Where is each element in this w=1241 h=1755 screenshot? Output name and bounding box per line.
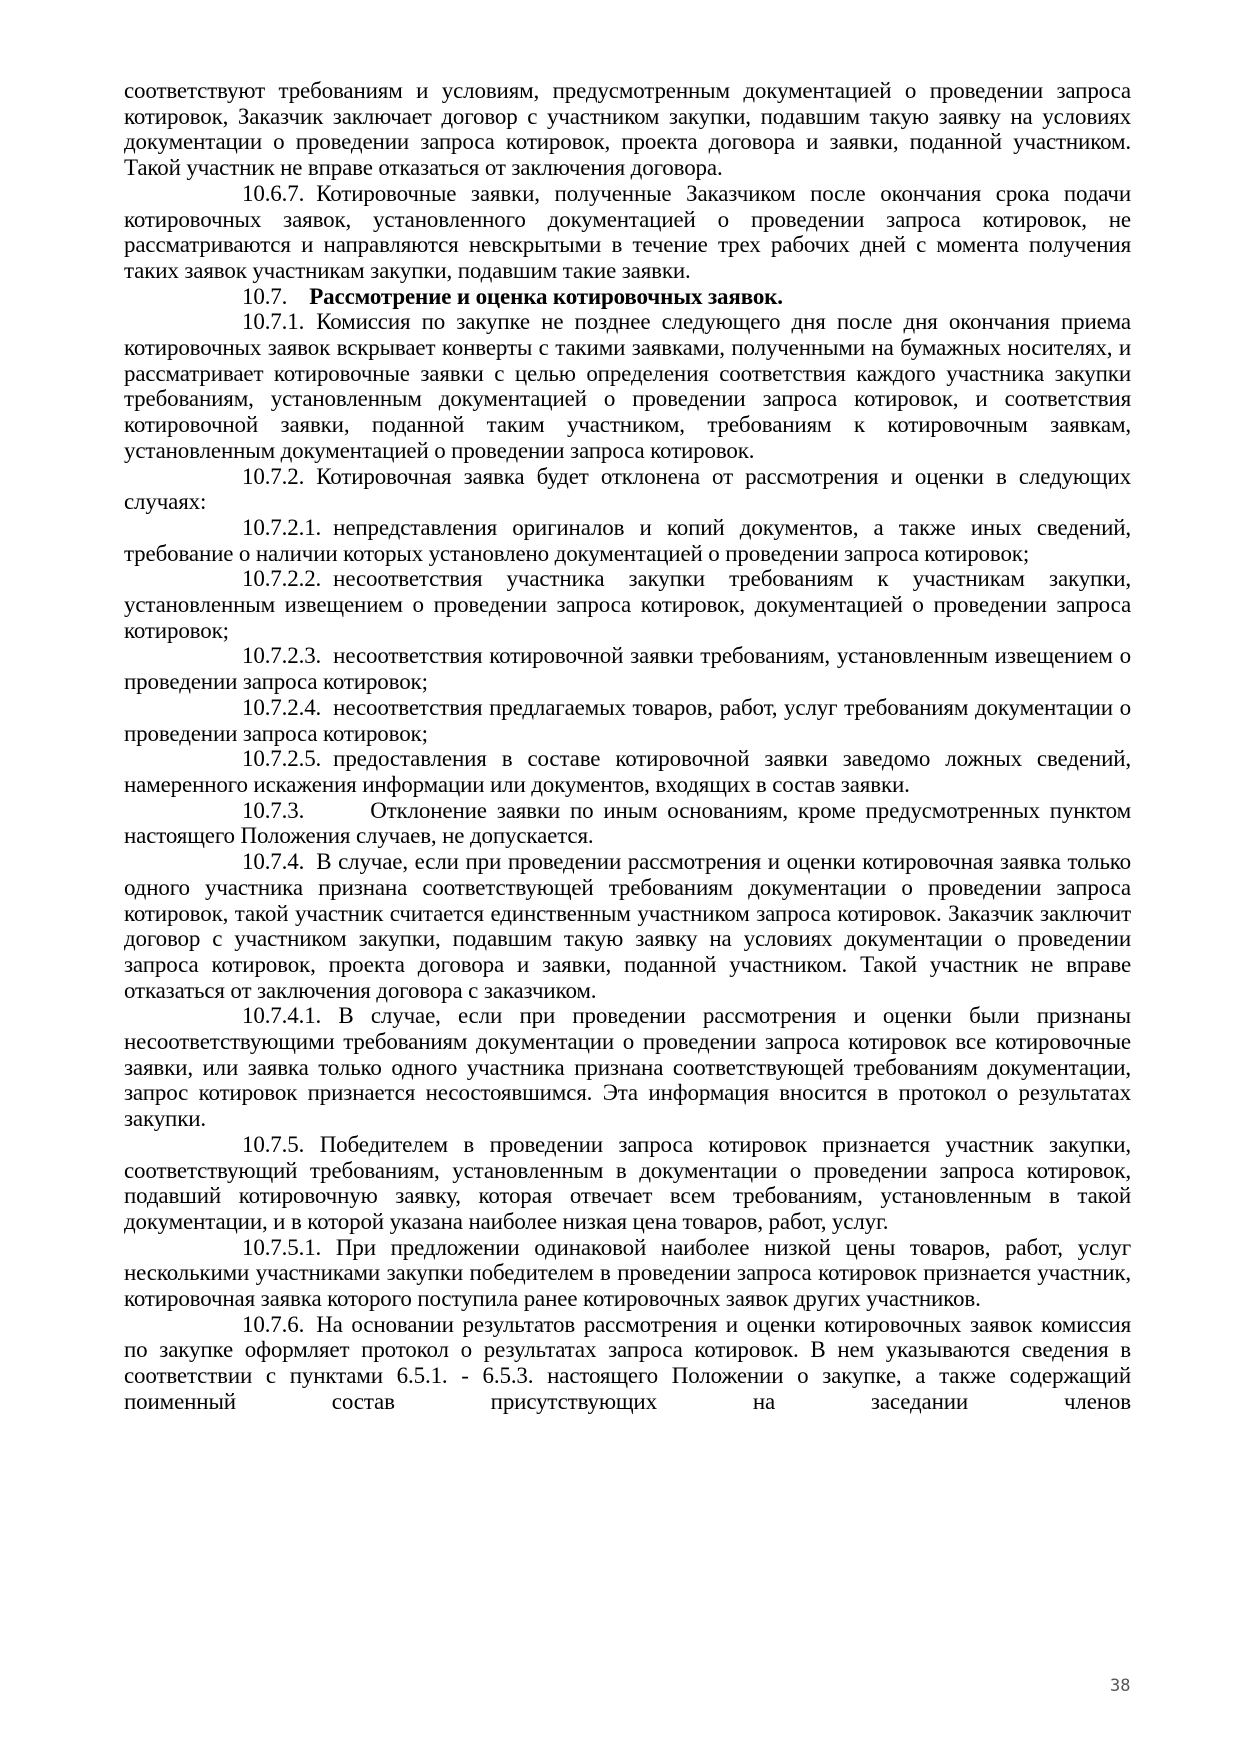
clause-number: 10.7.2.3. — [242, 643, 322, 669]
paragraph-10-7-2-3 — [124, 643, 1131, 694]
paragraph-10-7-5 — [124, 1132, 1131, 1235]
clause-number: 10.7.2.1. — [242, 514, 322, 540]
paragraph-text: предоставления в составе котировочной заявки заведомо ложных сведений, намеренного искажения информации или документов, входящих в состав заявки. — [124, 746, 1131, 797]
clause-number: 10.7.4. — [242, 849, 305, 875]
paragraph-10-7-2-4 — [124, 695, 1131, 746]
paragraph-text: На основании результатов рассмотрения и оценки котировочных заявок комиссия по закупке оформляет протокол о результатах запроса котировок. В нем указываются сведения в соответствии с пунктами 6.5.1. - 6.5.3. настоящего Положении о закупке, а также содержащий поименный состав присутствующих на заседании членов — [124, 1311, 1131, 1414]
paragraph-text: несоответствия участника закупки требованиям к участникам закупки, установленным извещением о проведении запроса котировок, документацией о проведении запроса котировок; — [124, 566, 1131, 643]
paragraph-text: В случае, если при проведении рассмотрения и оценки котировочная заявка только одного участника признана соответствующей требованиям документации о проведении запроса котировок, такой участник считается единственным участником запроса котировок. Заказчик заключит договор с участником закупки, подавшим такую заявку на условиях документации о проведении запроса котировок, проекта договора и заявки, поданной участником. Такой участник не вправе отказаться от заключения договора с заказчиком. — [124, 849, 1131, 1003]
clause-number: 10.7.1. — [242, 309, 305, 335]
paragraph-10-7-4 — [124, 849, 1131, 1003]
paragraph-text: несоответствия котировочной заявки требованиям, установленным извещением о проведении запроса котировок; — [124, 643, 1131, 695]
paragraph-10-7-4-1 — [124, 1003, 1131, 1132]
clause-number: 10.7.2.4. — [242, 694, 322, 720]
clause-number: 10.7.2. — [242, 463, 305, 489]
clause-number: 10.7.4.1. — [242, 1003, 322, 1029]
paragraph-text: несоответствия предлагаемых товаров, работ, услуг требованиям документации о проведении запроса котировок; — [124, 694, 1131, 746]
paragraph-10-7-2-1 — [124, 515, 1131, 566]
paragraph-text: непредставления оригиналов и копий документов, а также иных сведений, требование о наличии которых установлено документацией о проведении запроса котировок; — [124, 514, 1131, 566]
paragraph-text: При предложении одинаковой наиболее низкой цены товаров, работ, услуг несколькими участниками закупки победителем в проведении запроса котировок признается участник, котировочная заявка которого поступила ранее котировочных заявок других участников. — [124, 1234, 1131, 1312]
paragraph-text: Победителем в проведении запроса котировок признается участник закупки, соответствующий требованиям, установленным в документации о проведении запроса котировок, подавший котировочную заявку, которая отвечает всем требованиям, установленным в такой документации, и в которой указана наиболее низкая цена товаров, работ, услуг. — [124, 1131, 1132, 1234]
section-heading-10-7 — [124, 284, 1131, 310]
clause-number: 10.7.6. — [242, 1311, 305, 1337]
clause-number: 10.7.5. — [242, 1131, 305, 1157]
page-number: 38 — [1110, 1676, 1131, 1696]
section-title: Рассмотрение и оценка котировочных заявок. — [309, 283, 783, 309]
clause-number: 10.7. — [242, 283, 288, 309]
paragraph-10-7-6 — [124, 1312, 1131, 1415]
clause-number: 10.7.2.5. — [242, 746, 322, 772]
paragraph-10-7-3 — [124, 798, 1131, 849]
paragraph-text: Комиссия по закупке не позднее следующего дня после дня окончания приема котировочных заявок вскрывает конверты с такими заявками, полученными на бумажных носителях, и рассматривает котировочные заявки с целью определения соответствия каждого участника закупки требованиям, установленным документацией о проведении запроса котировок, и соответствия котировочной заявки, поданной таким участником, требованиям к котировочным заявкам, установленным документацией о проведении запроса котировок. — [124, 309, 1131, 463]
paragraph-text: соответствуют требованиям и условиям, предусмотренным документацией о проведении запроса котировок, Заказчик заключает договор с участником закупки, подавшим такую заявку на условиях документации о проведении запроса котировок, проекта договора и заявки, поданной участником. Такой участник не вправе отказаться от заключения договора. — [124, 78, 1131, 181]
clause-number: 10.7.5.1. — [242, 1234, 322, 1260]
paragraph-10-7-2-5 — [124, 746, 1131, 797]
paragraph-10-7-5-1 — [124, 1235, 1131, 1312]
paragraph-10-7-2 — [124, 464, 1131, 515]
clause-number: 10.7.3. — [242, 797, 305, 823]
clause-number: 10.6.7. — [242, 180, 305, 206]
paragraph-10-7-2-2 — [124, 566, 1131, 643]
paragraph-continuation — [124, 78, 1131, 181]
document-page — [124, 78, 1131, 1415]
clause-number: 10.7.2.2. — [242, 566, 322, 592]
paragraph-10-6-7 — [124, 181, 1131, 284]
paragraph-text: Отклонение заявки по иным основаниям, кроме предусмотренных пунктом настоящего Положения случаев, не допускается. — [124, 797, 1131, 849]
paragraph-text: Котировочная заявка будет отклонена от рассмотрения и оценки в следующих случаях: — [124, 463, 1131, 515]
paragraph-text: Котировочные заявки, полученные Заказчиком после окончания срока подачи котировочных заявок, установленного документацией о проведении запроса котировок, не рассматриваются и направляются невскрытыми в течение трех рабочих дней с момента получения таких заявок участникам закупки, подавшим такие заявки. — [124, 180, 1131, 283]
paragraph-text: В случае, если при проведении рассмотрения и оценки были признаны несоответствующими требованиям документации о проведении запроса котировок все котировочные заявки, или заявка только одного участника признана соответствующей требованиям документации, запрос котировок признается несостоявшимся. Эта информация вносится в протокол о результатах закупки. — [124, 1003, 1131, 1132]
paragraph-10-7-1 — [124, 309, 1131, 463]
